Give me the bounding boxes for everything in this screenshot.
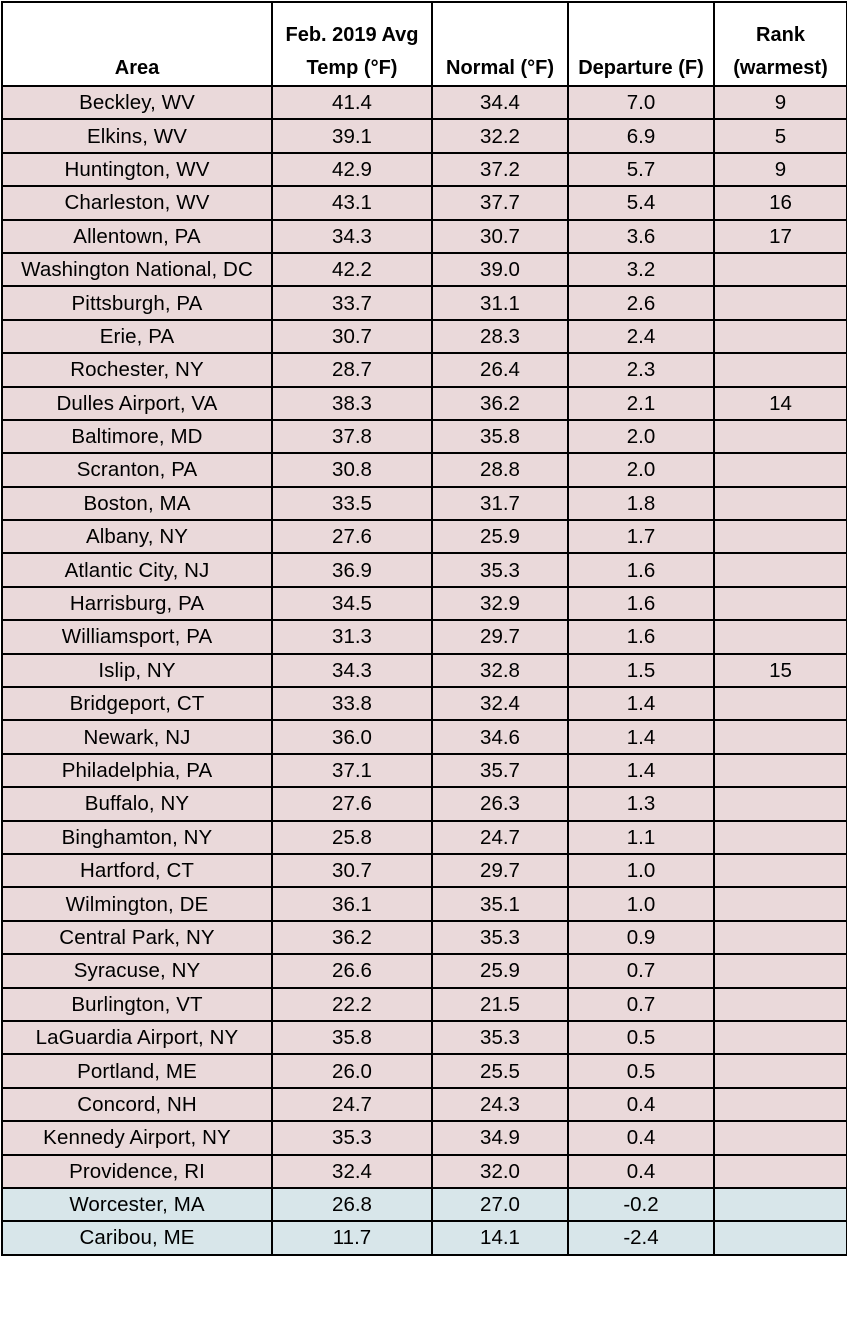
normal-cell: 35.3 xyxy=(432,553,568,586)
departure-cell: 0.9 xyxy=(568,921,714,954)
normal-cell: 37.2 xyxy=(432,153,568,186)
avg-temp-cell: 34.3 xyxy=(272,220,432,253)
normal-cell: 25.5 xyxy=(432,1054,568,1087)
departure-cell: 2.4 xyxy=(568,320,714,353)
area-cell: Charleston, WV xyxy=(2,186,272,219)
avg-temp-cell: 22.2 xyxy=(272,988,432,1021)
departure-cell: 1.6 xyxy=(568,553,714,586)
area-cell: Huntington, WV xyxy=(2,153,272,186)
header-avg-temp-line2: Temp (°F) xyxy=(306,57,398,79)
normal-cell: 14.1 xyxy=(432,1221,568,1254)
area-cell: Dulles Airport, VA xyxy=(2,387,272,420)
area-cell: Worcester, MA xyxy=(2,1188,272,1221)
departure-cell: 0.7 xyxy=(568,988,714,1021)
header-rank-line2: (warmest) xyxy=(733,57,828,79)
avg-temp-cell: 33.7 xyxy=(272,286,432,319)
table-row xyxy=(2,1121,847,1154)
table-row xyxy=(2,153,847,186)
avg-temp-cell: 36.9 xyxy=(272,553,432,586)
normal-cell: 31.1 xyxy=(432,286,568,319)
area-cell: Hartford, CT xyxy=(2,854,272,887)
table-row xyxy=(2,253,847,286)
table-row xyxy=(2,988,847,1021)
departure-cell: 3.6 xyxy=(568,220,714,253)
rank-cell xyxy=(714,553,847,586)
normal-cell: 31.7 xyxy=(432,487,568,520)
departure-cell: 1.1 xyxy=(568,821,714,854)
header-rank-line1: Rank xyxy=(756,24,805,46)
normal-cell: 34.4 xyxy=(432,86,568,119)
avg-temp-cell: 36.1 xyxy=(272,887,432,920)
area-cell: Portland, ME xyxy=(2,1054,272,1087)
avg-temp-cell: 42.2 xyxy=(272,253,432,286)
avg-temp-cell: 43.1 xyxy=(272,186,432,219)
header-rank xyxy=(714,2,847,86)
table-row xyxy=(2,687,847,720)
rank-cell xyxy=(714,887,847,920)
rank-cell: 14 xyxy=(714,387,847,420)
departure-cell: 0.4 xyxy=(568,1088,714,1121)
avg-temp-cell: 37.8 xyxy=(272,420,432,453)
rank-cell xyxy=(714,1021,847,1054)
area-cell: Elkins, WV xyxy=(2,119,272,152)
rank-cell xyxy=(714,320,847,353)
table-row xyxy=(2,320,847,353)
normal-cell: 34.9 xyxy=(432,1121,568,1154)
normal-cell: 28.8 xyxy=(432,453,568,486)
departure-cell: 2.0 xyxy=(568,453,714,486)
avg-temp-cell: 27.6 xyxy=(272,787,432,820)
header-avg-temp-line1: Feb. 2019 Avg xyxy=(285,24,419,46)
departure-cell: -2.4 xyxy=(568,1221,714,1254)
departure-cell: 0.7 xyxy=(568,954,714,987)
normal-cell: 39.0 xyxy=(432,253,568,286)
area-cell: Buffalo, NY xyxy=(2,787,272,820)
area-cell: Bridgeport, CT xyxy=(2,687,272,720)
rank-cell xyxy=(714,353,847,386)
departure-cell: 1.6 xyxy=(568,620,714,653)
normal-cell: 35.3 xyxy=(432,921,568,954)
avg-temp-cell: 11.7 xyxy=(272,1221,432,1254)
area-cell: Baltimore, MD xyxy=(2,420,272,453)
departure-cell: 2.1 xyxy=(568,387,714,420)
area-cell: Scranton, PA xyxy=(2,453,272,486)
area-cell: Allentown, PA xyxy=(2,220,272,253)
avg-temp-cell: 34.5 xyxy=(272,587,432,620)
departure-cell: 5.7 xyxy=(568,153,714,186)
table-row xyxy=(2,1221,847,1254)
departure-cell: 6.9 xyxy=(568,119,714,152)
avg-temp-cell: 30.7 xyxy=(272,854,432,887)
table-row xyxy=(2,921,847,954)
area-cell: Newark, NJ xyxy=(2,720,272,753)
rank-cell xyxy=(714,1155,847,1188)
rank-cell xyxy=(714,787,847,820)
departure-cell: 1.3 xyxy=(568,787,714,820)
area-cell: Rochester, NY xyxy=(2,353,272,386)
departure-cell: 0.4 xyxy=(568,1121,714,1154)
header-departure: Departure (F) xyxy=(568,2,714,86)
area-cell: Concord, NH xyxy=(2,1088,272,1121)
area-cell: Wilmington, DE xyxy=(2,887,272,920)
normal-cell: 32.2 xyxy=(432,119,568,152)
rank-cell: 9 xyxy=(714,153,847,186)
normal-cell: 32.8 xyxy=(432,654,568,687)
table-row xyxy=(2,620,847,653)
avg-temp-cell: 36.2 xyxy=(272,921,432,954)
area-cell: Burlington, VT xyxy=(2,988,272,1021)
avg-temp-cell: 37.1 xyxy=(272,754,432,787)
avg-temp-cell: 39.1 xyxy=(272,119,432,152)
rank-cell xyxy=(714,620,847,653)
rank-cell xyxy=(714,420,847,453)
table-row xyxy=(2,353,847,386)
departure-cell: 2.3 xyxy=(568,353,714,386)
avg-temp-cell: 26.6 xyxy=(272,954,432,987)
avg-temp-cell: 30.7 xyxy=(272,320,432,353)
rank-cell xyxy=(714,587,847,620)
table-row xyxy=(2,654,847,687)
rank-cell xyxy=(714,1121,847,1154)
departure-cell: 0.5 xyxy=(568,1054,714,1087)
rank-cell: 17 xyxy=(714,220,847,253)
area-cell: Islip, NY xyxy=(2,654,272,687)
normal-cell: 25.9 xyxy=(432,520,568,553)
header-avg-temp xyxy=(272,2,432,86)
normal-cell: 21.5 xyxy=(432,988,568,1021)
normal-cell: 35.7 xyxy=(432,754,568,787)
table-row xyxy=(2,1088,847,1121)
header-area: Area xyxy=(2,2,272,86)
normal-cell: 25.9 xyxy=(432,954,568,987)
rank-cell xyxy=(714,286,847,319)
rank-cell xyxy=(714,1188,847,1221)
table-body xyxy=(2,86,847,1255)
departure-cell: 2.0 xyxy=(568,420,714,453)
normal-cell: 28.3 xyxy=(432,320,568,353)
normal-cell: 30.7 xyxy=(432,220,568,253)
rank-cell xyxy=(714,1088,847,1121)
departure-cell: 1.8 xyxy=(568,487,714,520)
departure-cell: 7.0 xyxy=(568,86,714,119)
area-cell: Washington National, DC xyxy=(2,253,272,286)
table-row xyxy=(2,821,847,854)
table-row xyxy=(2,487,847,520)
area-cell: Caribou, ME xyxy=(2,1221,272,1254)
rank-cell xyxy=(714,720,847,753)
area-cell: Atlantic City, NJ xyxy=(2,553,272,586)
rank-cell xyxy=(714,921,847,954)
normal-cell: 32.0 xyxy=(432,1155,568,1188)
table-row xyxy=(2,453,847,486)
normal-cell: 37.7 xyxy=(432,186,568,219)
avg-temp-cell: 32.4 xyxy=(272,1155,432,1188)
departure-cell: 1.4 xyxy=(568,754,714,787)
header-normal: Normal (°F) xyxy=(432,2,568,86)
rank-cell xyxy=(714,687,847,720)
header-row xyxy=(2,2,847,86)
departure-cell: 1.5 xyxy=(568,654,714,687)
avg-temp-cell: 41.4 xyxy=(272,86,432,119)
departure-cell: 1.0 xyxy=(568,854,714,887)
area-cell: Harrisburg, PA xyxy=(2,587,272,620)
rank-cell xyxy=(714,854,847,887)
area-cell: Philadelphia, PA xyxy=(2,754,272,787)
departure-cell: 1.6 xyxy=(568,587,714,620)
table-row xyxy=(2,286,847,319)
table-row xyxy=(2,220,847,253)
table-row xyxy=(2,86,847,119)
area-cell: Beckley, WV xyxy=(2,86,272,119)
table-row xyxy=(2,1188,847,1221)
rank-cell: 5 xyxy=(714,119,847,152)
area-cell: Williamsport, PA xyxy=(2,620,272,653)
table-row xyxy=(2,854,847,887)
table-row xyxy=(2,954,847,987)
avg-temp-cell: 30.8 xyxy=(272,453,432,486)
normal-cell: 24.3 xyxy=(432,1088,568,1121)
normal-cell: 32.9 xyxy=(432,587,568,620)
avg-temp-cell: 35.8 xyxy=(272,1021,432,1054)
table-row xyxy=(2,720,847,753)
table-row xyxy=(2,520,847,553)
avg-temp-cell: 28.7 xyxy=(272,353,432,386)
avg-temp-cell: 36.0 xyxy=(272,720,432,753)
area-cell: Providence, RI xyxy=(2,1155,272,1188)
normal-cell: 35.8 xyxy=(432,420,568,453)
table-row xyxy=(2,754,847,787)
area-cell: Kennedy Airport, NY xyxy=(2,1121,272,1154)
normal-cell: 24.7 xyxy=(432,821,568,854)
departure-cell: 2.6 xyxy=(568,286,714,319)
table-row xyxy=(2,119,847,152)
table-row xyxy=(2,553,847,586)
normal-cell: 27.0 xyxy=(432,1188,568,1221)
table-row xyxy=(2,787,847,820)
departure-cell: 1.7 xyxy=(568,520,714,553)
normal-cell: 36.2 xyxy=(432,387,568,420)
avg-temp-cell: 24.7 xyxy=(272,1088,432,1121)
departure-cell: 0.4 xyxy=(568,1155,714,1188)
normal-cell: 26.4 xyxy=(432,353,568,386)
table-row xyxy=(2,587,847,620)
normal-cell: 35.1 xyxy=(432,887,568,920)
area-cell: LaGuardia Airport, NY xyxy=(2,1021,272,1054)
rank-cell: 15 xyxy=(714,654,847,687)
area-cell: Erie, PA xyxy=(2,320,272,353)
area-cell: Binghamton, NY xyxy=(2,821,272,854)
departure-cell: -0.2 xyxy=(568,1188,714,1221)
area-cell: Albany, NY xyxy=(2,520,272,553)
avg-temp-cell: 35.3 xyxy=(272,1121,432,1154)
table-row xyxy=(2,887,847,920)
rank-cell xyxy=(714,1054,847,1087)
departure-cell: 1.4 xyxy=(568,687,714,720)
avg-temp-cell: 31.3 xyxy=(272,620,432,653)
rank-cell xyxy=(714,821,847,854)
normal-cell: 32.4 xyxy=(432,687,568,720)
rank-cell xyxy=(714,487,847,520)
departure-cell: 5.4 xyxy=(568,186,714,219)
area-cell: Pittsburgh, PA xyxy=(2,286,272,319)
temperature-table xyxy=(1,1,847,1256)
avg-temp-cell: 38.3 xyxy=(272,387,432,420)
avg-temp-cell: 34.3 xyxy=(272,654,432,687)
table-row xyxy=(2,1155,847,1188)
rank-cell xyxy=(714,754,847,787)
rank-cell xyxy=(714,453,847,486)
avg-temp-cell: 33.8 xyxy=(272,687,432,720)
table-row xyxy=(2,186,847,219)
avg-temp-cell: 33.5 xyxy=(272,487,432,520)
table-row xyxy=(2,387,847,420)
area-cell: Boston, MA xyxy=(2,487,272,520)
departure-cell: 0.5 xyxy=(568,1021,714,1054)
avg-temp-cell: 26.0 xyxy=(272,1054,432,1087)
avg-temp-cell: 27.6 xyxy=(272,520,432,553)
normal-cell: 29.7 xyxy=(432,854,568,887)
avg-temp-cell: 25.8 xyxy=(272,821,432,854)
departure-cell: 1.4 xyxy=(568,720,714,753)
avg-temp-cell: 42.9 xyxy=(272,153,432,186)
normal-cell: 34.6 xyxy=(432,720,568,753)
normal-cell: 29.7 xyxy=(432,620,568,653)
rank-cell: 16 xyxy=(714,186,847,219)
rank-cell xyxy=(714,253,847,286)
area-cell: Central Park, NY xyxy=(2,921,272,954)
rank-cell: 9 xyxy=(714,86,847,119)
rank-cell xyxy=(714,1221,847,1254)
table-row xyxy=(2,420,847,453)
departure-cell: 1.0 xyxy=(568,887,714,920)
normal-cell: 26.3 xyxy=(432,787,568,820)
departure-cell: 3.2 xyxy=(568,253,714,286)
rank-cell xyxy=(714,954,847,987)
rank-cell xyxy=(714,520,847,553)
table-row xyxy=(2,1021,847,1054)
normal-cell: 35.3 xyxy=(432,1021,568,1054)
rank-cell xyxy=(714,988,847,1021)
area-cell: Syracuse, NY xyxy=(2,954,272,987)
avg-temp-cell: 26.8 xyxy=(272,1188,432,1221)
table-row xyxy=(2,1054,847,1087)
